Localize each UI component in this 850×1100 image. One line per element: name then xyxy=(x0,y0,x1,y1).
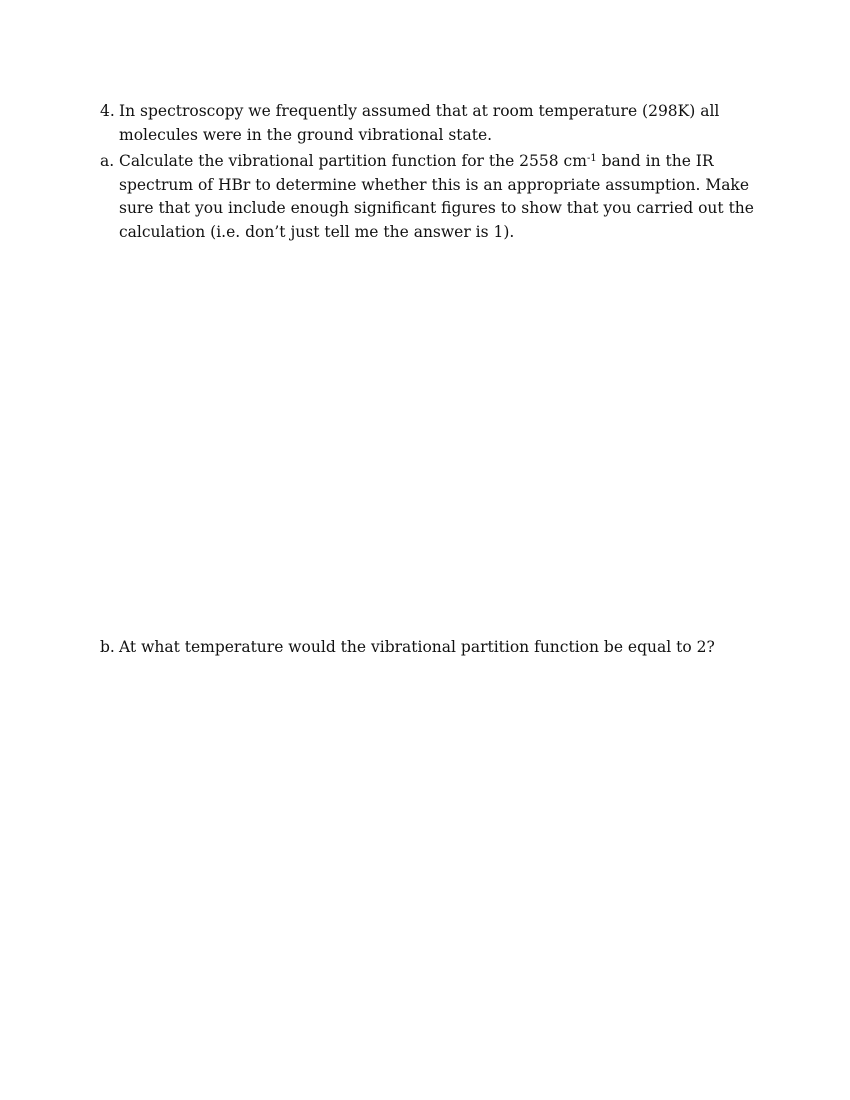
question-number: 4. xyxy=(100,102,115,120)
part-a-label: a. xyxy=(100,152,115,170)
question-part-b xyxy=(100,636,760,660)
wavenumber-exponent: -1 xyxy=(586,153,597,164)
part-a-text-after: band in the IR spectrum of HBr to determine whether this is an appropriate assumption. Make sure that you include enough significant figures to show that you carried out the calculation (i.e. don’t just tell me the answer is 1). xyxy=(119,152,754,241)
question-text: In spectroscopy we frequently assumed that at room temperature (298K) all molecules were in the ground vibrational state. xyxy=(119,102,720,144)
part-b-text: At what temperature would the vibrational partition function be equal to 2? xyxy=(119,638,715,656)
part-b-label: b. xyxy=(100,638,115,656)
question-part-a xyxy=(100,150,760,244)
part-a-text xyxy=(119,150,760,244)
part-a-text-before: Calculate the vibrational partition function for the 2558 cm xyxy=(119,152,587,170)
question-4 xyxy=(100,100,760,147)
